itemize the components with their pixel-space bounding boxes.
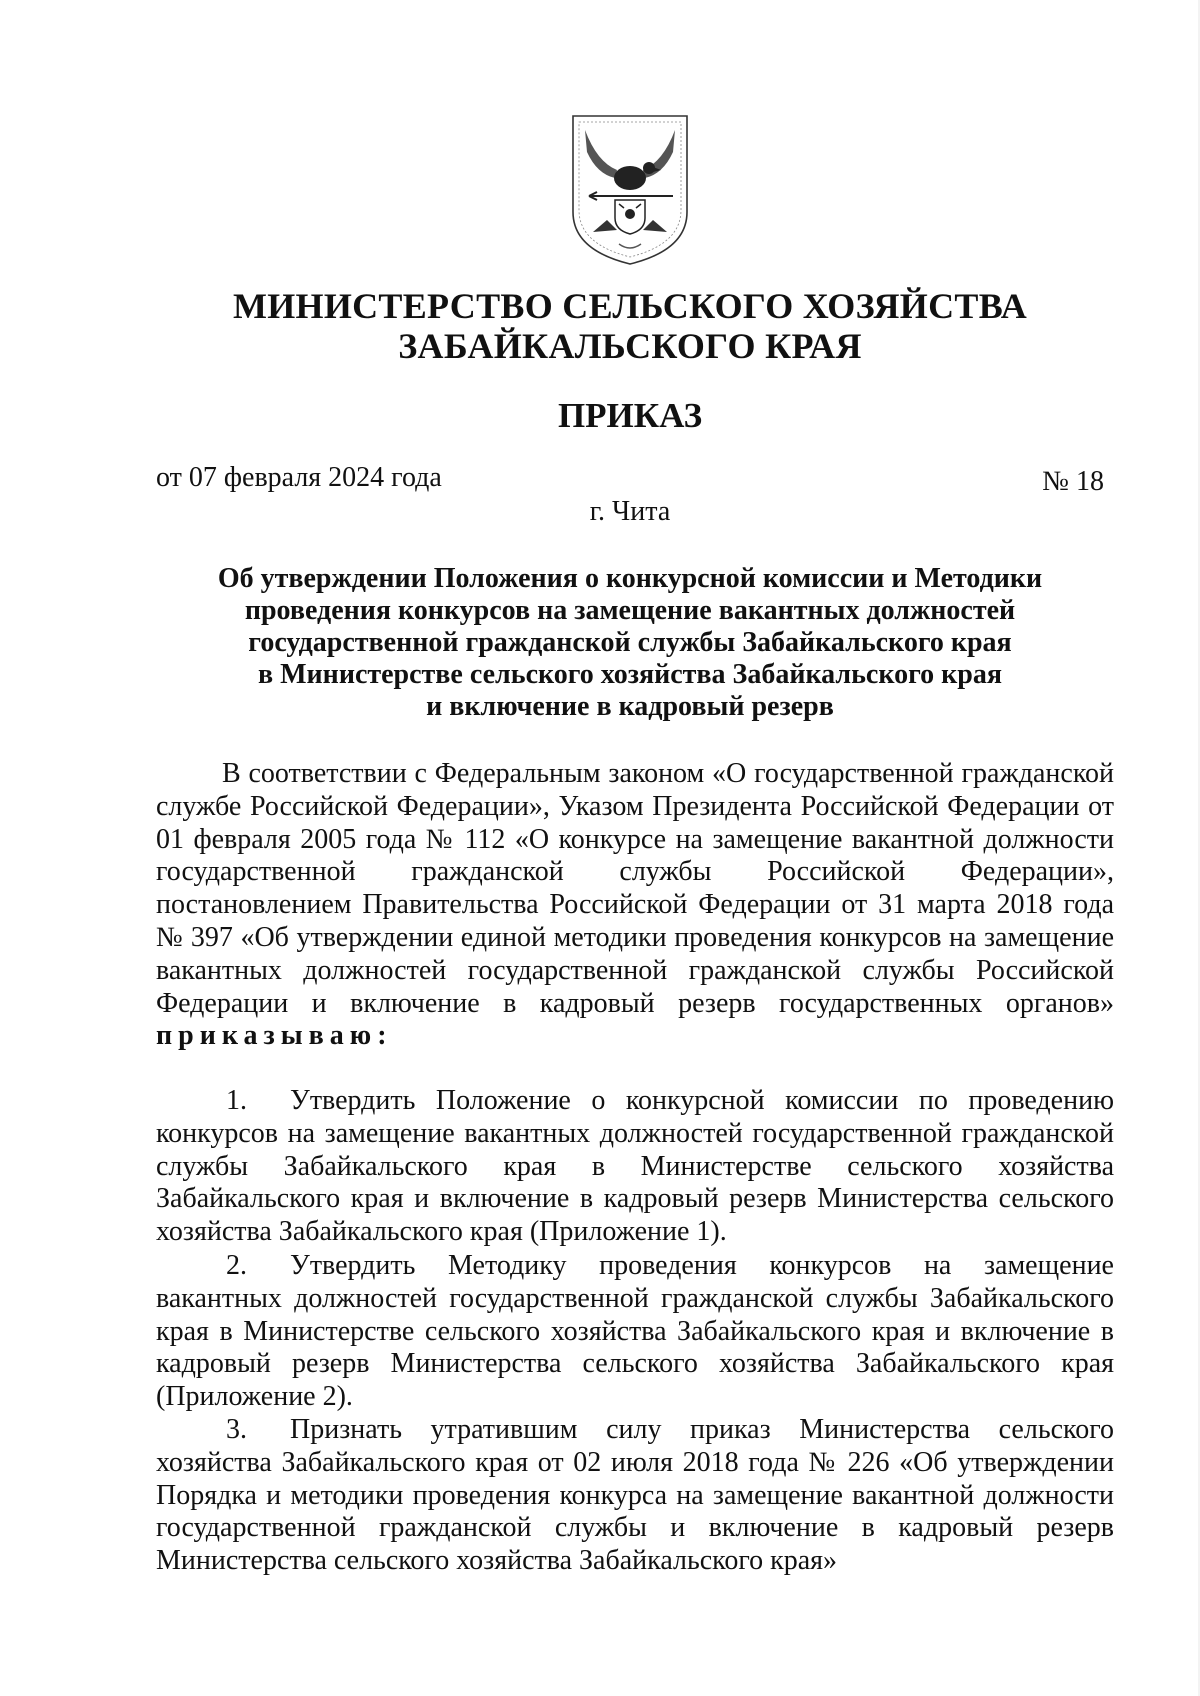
ministry-name-line1: МИНИСТЕРСТВО СЕЛЬСКОГО ХОЗЯЙСТВА [232, 286, 1028, 326]
coat-of-arms-icon [567, 112, 693, 268]
order-item-text: Признать утратившим силу приказ Министерства сельского хозяйства Забайкальского края от 02 июля 2018 года № 226 «Об утверждении Порядка и методики проведения конкурса на замещение вакантной должности государственной гражданской службы и включение в кадровый резерв Министерства сельского хозяйства Забайкальского края» [156, 1414, 1114, 1577]
document-city: г. Чита [589, 496, 671, 527]
document-date: от 07 февраля 2024 года [156, 462, 442, 493]
document-number: № 18 [1042, 466, 1104, 497]
preamble-paragraph [156, 758, 1114, 1053]
order-item-number: 3. [226, 1414, 247, 1445]
order-word: приказываю [156, 1020, 378, 1052]
document-type: ПРИКАЗ [557, 396, 703, 435]
preamble-text: В соответствии с Федеральным законом «О государственной гражданской службе Российской Федерации», Указом Президента Российской Федерации от 01 февраля 2005 года № 112 «О конкурсе на замещение вакантной должности государственной гражданской службы Российской Федерации», постановлением Правительства Российской Федерации от 31 марта 2018 года № 397 «Об утверждении единой методики проведения конкурсов на замещение вакантных должностей государственной гражданской службы Российской Федерации и включение в кадровый резерв государственных органов» [156, 758, 1114, 1019]
order-item-text: Утвердить Положение о конкурсной комиссии по проведению конкурсов на замещение вакантных должностей государственной гражданской службы Забайкальского края в Министерстве сельского хозяйства Забайкальского края и включение в кадровый резерв Министерства сельского хозяйства Забайкальского края (Приложение 1). [156, 1085, 1114, 1248]
ministry-name-line2: ЗАБАЙКАЛЬСКОГО КРАЯ [398, 326, 862, 366]
order-item-number: 1. [226, 1085, 247, 1116]
order-colon: : [377, 1020, 387, 1052]
subject-line: и включение в кадровый резерв [426, 691, 834, 722]
subject-line: проведения конкурсов на замещение вакантных должностей [244, 595, 1016, 626]
order-item [156, 1414, 1114, 1578]
subject-line: Об утверждении Положения о конкурсной комиссии и Методики [217, 563, 1043, 594]
subject-line: в Министерстве сельского хозяйства Забайкальского края [258, 659, 1002, 690]
order-item [156, 1085, 1114, 1249]
ministry-header [0, 286, 1200, 366]
order-item-text: Утвердить Методику проведения конкурсов на замещение вакантных должностей государственной гражданской службы Забайкальского края в Министерстве сельского хозяйства Забайкальского края и включение в кадровый резерв Министерства сельского хозяйства Забайкальского края (Приложение 2). [156, 1250, 1114, 1413]
order-item [156, 1250, 1114, 1414]
document-subject [150, 563, 1110, 723]
subject-line: государственной гражданской службы Забайкальского края [248, 627, 1012, 658]
order-item-number: 2. [226, 1250, 247, 1281]
